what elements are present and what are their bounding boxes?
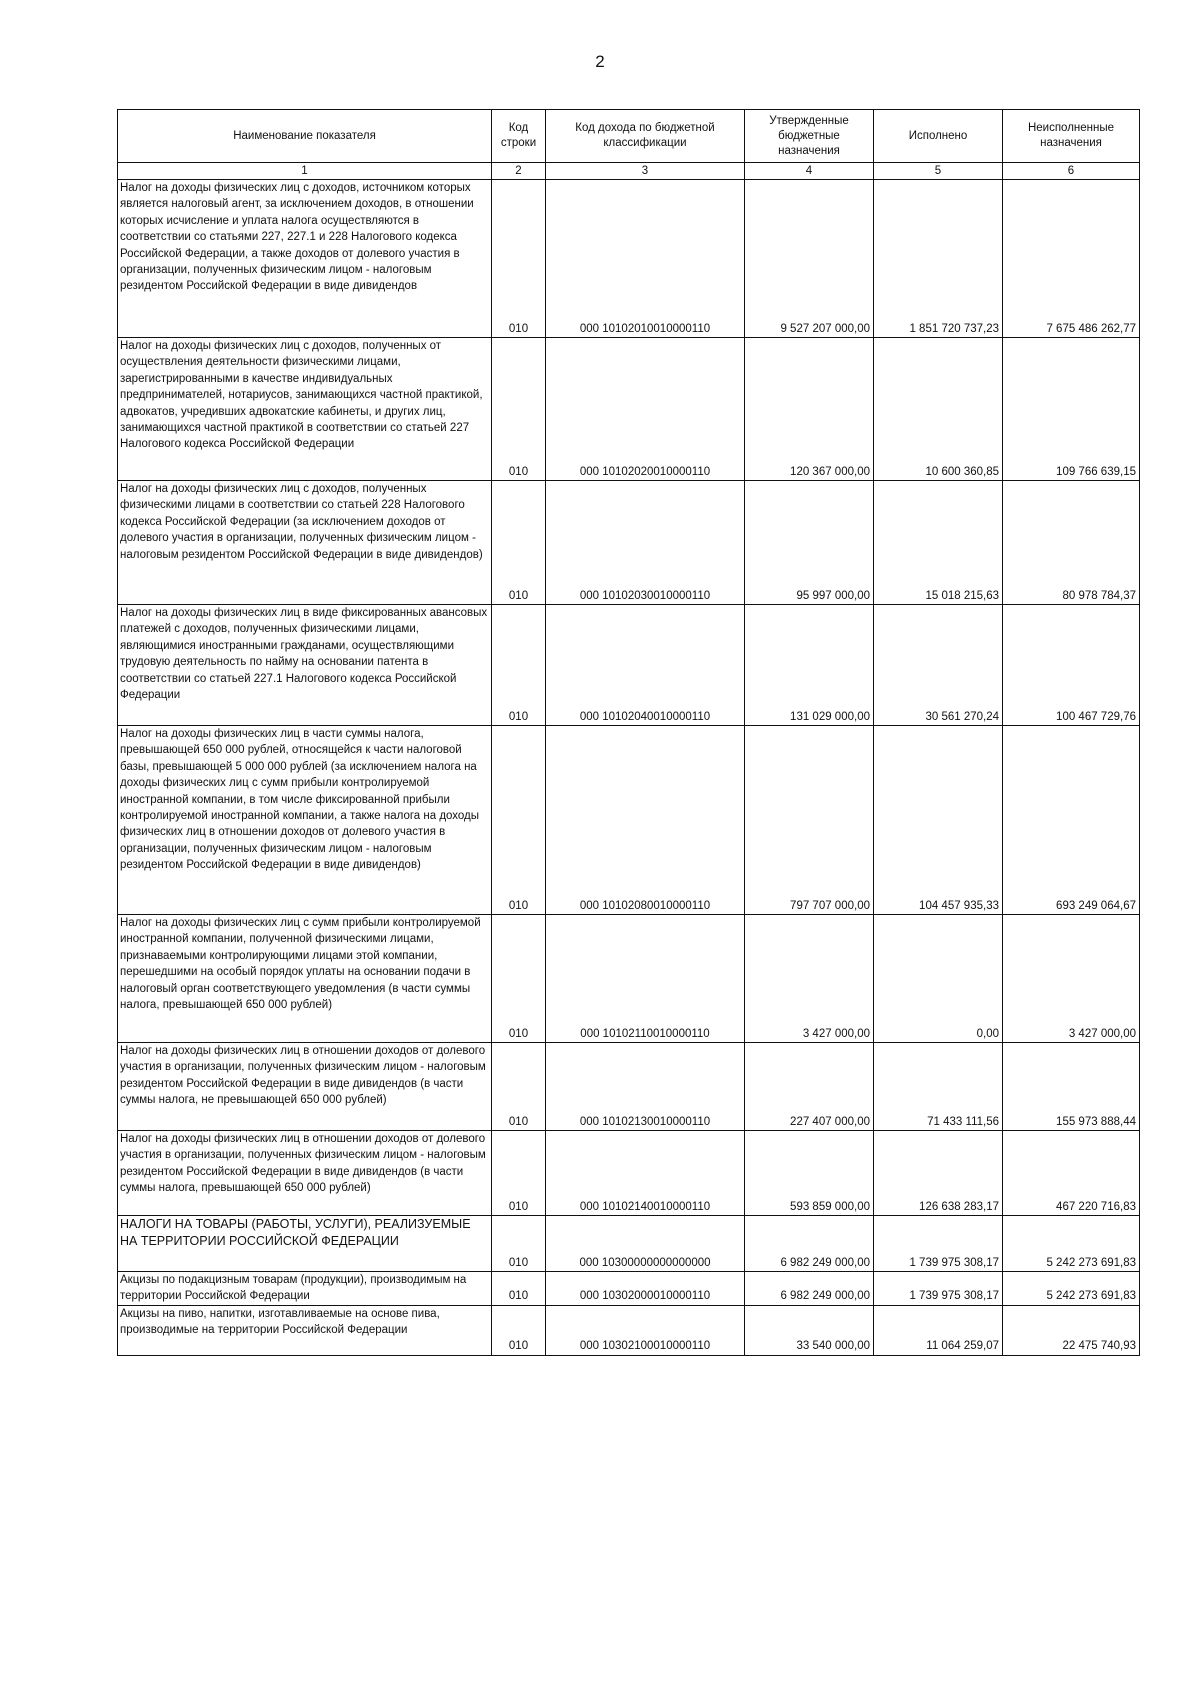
row-executed: 0,00	[874, 915, 1003, 1043]
row-line-code: 010	[492, 481, 546, 605]
row-executed: 15 018 215,63	[874, 481, 1003, 605]
budget-execution-table	[117, 109, 1140, 1356]
table-row	[118, 338, 1140, 481]
header-line-code: Код строки	[492, 110, 546, 163]
row-approved: 9 527 207 000,00	[745, 180, 874, 338]
header-unexecuted: Неисполненные назначения	[1003, 110, 1140, 163]
row-approved: 6 982 249 000,00	[745, 1216, 874, 1272]
row-executed: 1 739 975 308,17	[874, 1272, 1003, 1306]
column-number: 1	[118, 163, 492, 180]
row-line-code: 010	[492, 1272, 546, 1306]
row-budget-class-code: 000 10102010010000110	[546, 180, 745, 338]
row-budget-class-code: 000 10102110010000110	[546, 915, 745, 1043]
table-row	[118, 726, 1140, 915]
page-number: 2	[595, 52, 605, 71]
row-executed: 1 739 975 308,17	[874, 1216, 1003, 1272]
row-unexecuted: 3 427 000,00	[1003, 915, 1140, 1043]
row-name: Налог на доходы физических лиц в отношении доходов от долевого участия в организации, полученных физическим лицом - налоговым резидентом Российской Федерации в виде дивидендов (в части суммы налога, не превышающей 650 000 рублей)	[118, 1043, 492, 1131]
row-line-code: 010	[492, 605, 546, 726]
table-row	[118, 1305, 1140, 1355]
row-approved: 3 427 000,00	[745, 915, 874, 1043]
row-unexecuted: 693 249 064,67	[1003, 726, 1140, 915]
row-unexecuted: 109 766 639,15	[1003, 338, 1140, 481]
table-row	[118, 1043, 1140, 1131]
row-unexecuted: 22 475 740,93	[1003, 1305, 1140, 1355]
row-budget-class-code: 000 10302100010000110	[546, 1305, 745, 1355]
row-line-code: 010	[492, 726, 546, 915]
row-name: Налог на доходы физических лиц с доходов, полученных от осуществления деятельности физическими лицами, зарегистрированными в качестве индивидуальных предпринимателей, нотариусов, занимающихся частной практикой, адвокатов, учредивших адвокатские кабинеты, и других лиц, занимающихся частной практикой в соответствии со статьей 227 Налогового кодекса Российской Федерации	[118, 338, 492, 481]
row-name: Акцизы на пиво, напитки, изготавливаемые на основе пива, производимые на территории Российской Федерации	[118, 1305, 492, 1355]
row-executed: 104 457 935,33	[874, 726, 1003, 915]
row-executed: 30 561 270,24	[874, 605, 1003, 726]
row-budget-class-code: 000 10102040010000110	[546, 605, 745, 726]
row-line-code: 010	[492, 1305, 546, 1355]
table-row	[118, 481, 1140, 605]
row-approved: 95 997 000,00	[745, 481, 874, 605]
row-executed: 1 851 720 737,23	[874, 180, 1003, 338]
row-approved: 227 407 000,00	[745, 1043, 874, 1131]
table-row	[118, 1272, 1140, 1306]
row-approved: 131 029 000,00	[745, 605, 874, 726]
row-name: Налог на доходы физических лиц с доходов, полученных физическими лицами в соответствии со статьей 228 Налогового кодекса Российской Федерации (за исключением доходов от долевого участия в организации, полученных физическим лицом - налоговым резидентом Российской Федерации в виде дивидендов)	[118, 481, 492, 605]
row-unexecuted: 5 242 273 691,83	[1003, 1216, 1140, 1272]
row-name	[118, 1216, 492, 1272]
row-name: Налог на доходы физических лиц в виде фиксированных авансовых платежей с доходов, полученных физическими лицами, являющимися иностранными гражданами, осуществляющими трудовую деятельность по найму на основании патента в соответствии со статьей 227.1 Налогового кодекса Российской Федерации	[118, 605, 492, 726]
row-name: Налог на доходы физических лиц с доходов, источником которых является налоговый агент, за исключением доходов, в отношении которых исчисление и уплата налога осуществляются в соответствии со статьями 227, 227.1 и 228 Налогового кодекса Российской Федерации, а также доходов от долевого участия в организации, полученных физическим лицом - налоговым резидентом Российской Федерации в виде дивидендов	[118, 180, 492, 338]
column-numbers-row	[118, 163, 1140, 180]
column-number: 3	[546, 163, 745, 180]
row-executed: 71 433 111,56	[874, 1043, 1003, 1131]
row-approved: 33 540 000,00	[745, 1305, 874, 1355]
row-budget-class-code: 000 10302000010000110	[546, 1272, 745, 1306]
row-line-code: 010	[492, 1216, 546, 1272]
column-number: 4	[745, 163, 874, 180]
row-name: Налог на доходы физических лиц в части суммы налога, превышающей 650 000 рублей, относящейся к части налоговой базы, превышающей 5 000 000 рублей (за исключением налога на доходы физических лиц с сумм прибыли контролируемой иностранной компании, в том числе фиксированной прибыли контролируемой иностранной компании, а также налога на доходы физических лиц в отношении доходов от долевого участия в организации, полученных физическим лицом - налоговым резидентом Российской Федерации в виде дивидендов)	[118, 726, 492, 915]
row-unexecuted: 5 242 273 691,83	[1003, 1272, 1140, 1306]
row-approved: 120 367 000,00	[745, 338, 874, 481]
column-number: 6	[1003, 163, 1140, 180]
row-line-code: 010	[492, 1131, 546, 1216]
row-unexecuted: 80 978 784,37	[1003, 481, 1140, 605]
column-number: 2	[492, 163, 546, 180]
table-row	[118, 180, 1140, 338]
row-approved: 593 859 000,00	[745, 1131, 874, 1216]
row-unexecuted: 7 675 486 262,77	[1003, 180, 1140, 338]
header-row	[118, 110, 1140, 163]
table-row	[118, 1131, 1140, 1216]
row-approved: 6 982 249 000,00	[745, 1272, 874, 1306]
row-budget-class-code: 000 10102140010000110	[546, 1131, 745, 1216]
table-row	[118, 1216, 1140, 1272]
row-name: Налог на доходы физических лиц в отношении доходов от долевого участия в организации, полученных физическим лицом - налоговым резидентом Российской Федерации в виде дивидендов (в части суммы налога, превышающей 650 000 рублей)	[118, 1131, 492, 1216]
row-unexecuted: 467 220 716,83	[1003, 1131, 1140, 1216]
row-budget-class-code: 000 10102130010000110	[546, 1043, 745, 1131]
row-executed: 126 638 283,17	[874, 1131, 1003, 1216]
row-unexecuted: 155 973 888,44	[1003, 1043, 1140, 1131]
row-budget-class-code: 000 10102080010000110	[546, 726, 745, 915]
row-name-text: НАЛОГИ НА ТОВАРЫ (РАБОТЫ, УСЛУГИ), РЕАЛИЗУЕМЫЕ НА ТЕРРИТОРИИ РОССИЙСКОЙ ФЕДЕРАЦИИ	[120, 1217, 471, 1249]
row-budget-class-code: 000 10300000000000000	[546, 1216, 745, 1272]
header-budget-class-code: Код дохода по бюджетной классификации	[546, 110, 745, 163]
row-executed: 10 600 360,85	[874, 338, 1003, 481]
row-budget-class-code: 000 10102020010000110	[546, 338, 745, 481]
row-line-code: 010	[492, 338, 546, 481]
row-unexecuted: 100 467 729,76	[1003, 605, 1140, 726]
table-row	[118, 605, 1140, 726]
row-line-code: 010	[492, 180, 546, 338]
column-number: 5	[874, 163, 1003, 180]
row-approved: 797 707 000,00	[745, 726, 874, 915]
row-budget-class-code: 000 10102030010000110	[546, 481, 745, 605]
header-approved: Утвержденные бюджетные назначения	[745, 110, 874, 163]
row-name: Налог на доходы физических лиц с сумм прибыли контролируемой иностранной компании, полученной физическими лицами, признаваемыми контролирующими лицами этой компании, перешедшими на особый порядок уплаты на основании подачи в налоговый орган соответствующего уведомления (в части суммы налога, превышающей 650 000 рублей)	[118, 915, 492, 1043]
row-line-code: 010	[492, 1043, 546, 1131]
row-name: Акцизы по подакцизным товарам (продукции), производимым на территории Российской Федерации	[118, 1272, 492, 1306]
header-indicator-name: Наименование показателя	[118, 110, 492, 163]
row-line-code: 010	[492, 915, 546, 1043]
header-executed: Исполнено	[874, 110, 1003, 163]
row-executed: 11 064 259,07	[874, 1305, 1003, 1355]
table-row	[118, 915, 1140, 1043]
